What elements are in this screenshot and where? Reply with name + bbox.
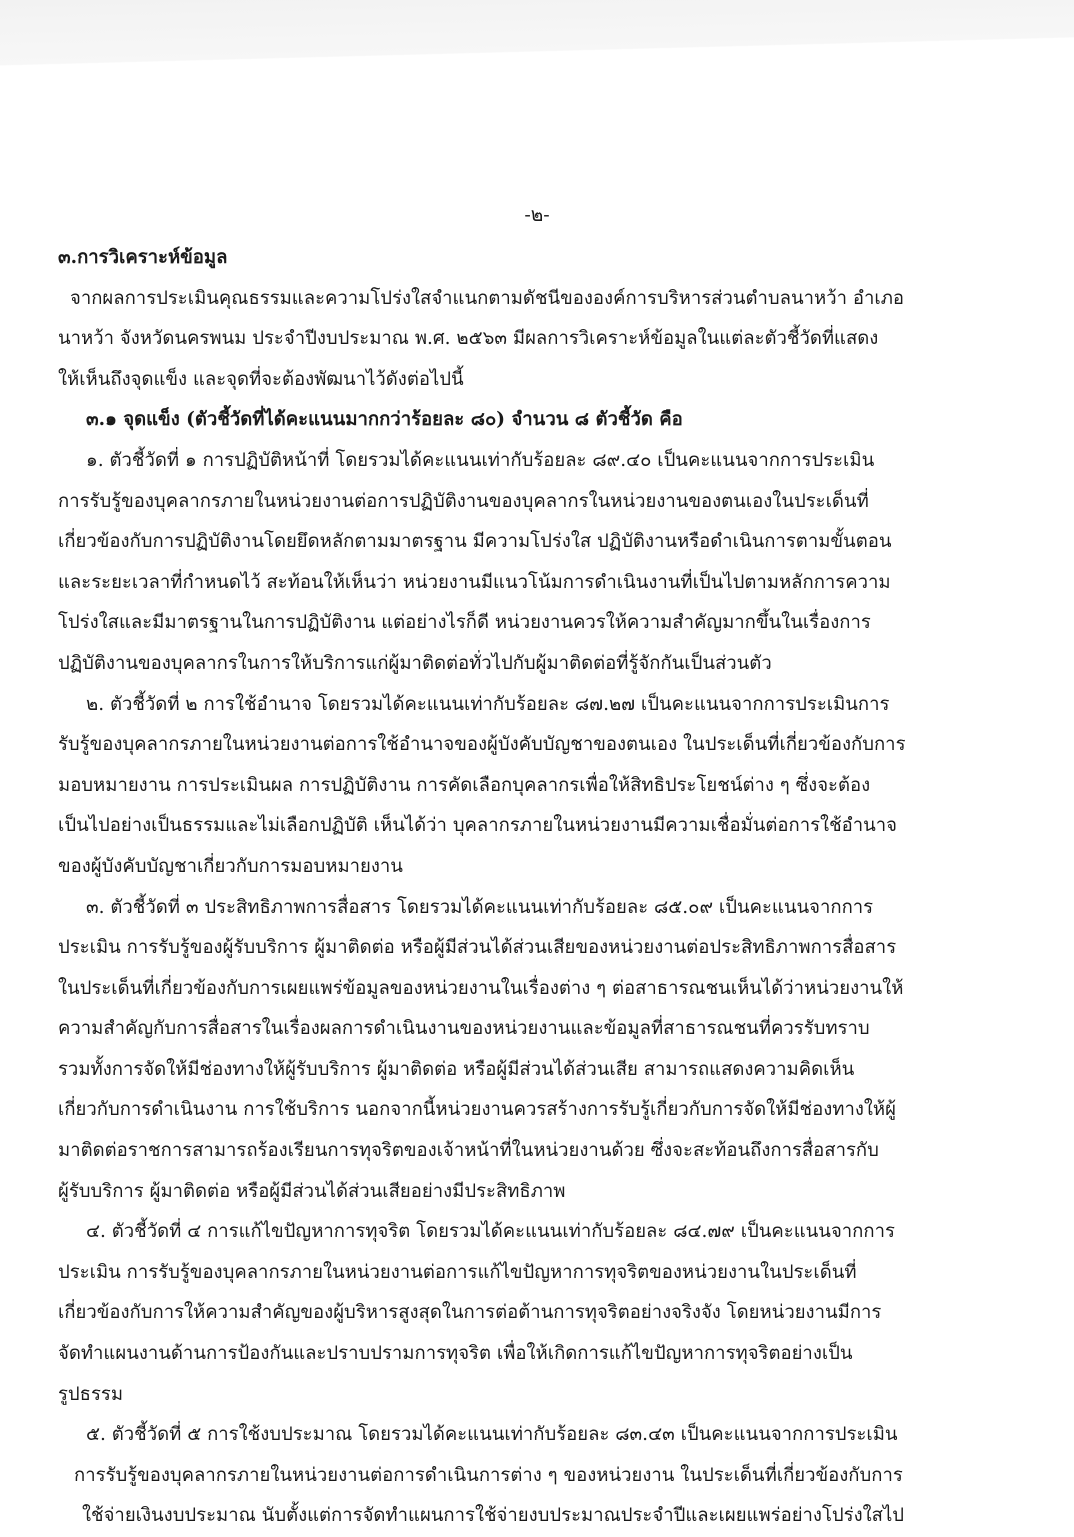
document-body [58, 238, 910, 1537]
text-line: ให้เห็นถึงจุดแข็ง และจุดที่จะต้องพัฒนาไว้ดังต่อไปนี้ [58, 368, 464, 390]
paragraph-lines [58, 279, 910, 1537]
text-line: รับรู้ของบุคลากรภายในหน่วยงานต่อการใช้อำนาจของผู้บังคับบัญชาของตนเอง ในประเด็นที่เกี่ยวข้องกับการ [58, 734, 906, 756]
text-line: ๓. ตัวชี้วัดที่ ๓ ประสิทธิภาพการสื่อสาร โดยรวมได้คะแนนเท่ากับร้อยละ ๘๕.๐๙ เป็นคะแนนจากการ [86, 896, 874, 918]
text-line: นาหว้า จังหวัดนครพนม ประจำปีงบประมาณ พ.ศ. ๒๕๖๓ มีผลการวิเคราะห์ข้อมูลในแต่ละตัวชี้วัดที่แสดง [58, 328, 879, 350]
text-line: รวมทั้งการจัดให้มีช่องทางให้ผู้รับบริการ ผู้มาติดต่อ หรือผู้มีส่วนได้ส่วนเสีย สามารถแสดงความคิดเห็น [58, 1058, 855, 1080]
text-line: เกี่ยวข้องกับการให้ความสำคัญของผู้บริหารสูงสุดในการต่อต้านการทุจริตอย่างจริงจัง โดยหน่วยงานมีการ [58, 1302, 882, 1324]
text-line: จากผลการประเมินคุณธรรมและความโปร่งใสจำแนกตามดัชนีขององค์การบริหารส่วนตำบลนาหว้า อำเภอ [70, 287, 904, 309]
text-line: การรับรู้ของบุคลากรภายในหน่วยงานต่อการดำเนินการต่าง ๆ ของหน่วยงาน ในประเด็นที่เกี่ยวข้องกับการ [74, 1464, 903, 1486]
text-line: ปฏิบัติงานของบุคลากรในการให้บริการแก่ผู้มาติดต่อทั่วไปกับผู้มาติดต่อที่รู้จักกันเป็นส่วนตัว [58, 652, 772, 674]
text-line: การรับรู้ของบุคลากรภายในหน่วยงานต่อการปฏิบัติงานของบุคลากรในหน่วยงานของตนเองในประเด็นที่ [58, 490, 869, 512]
text-line: เป็นไปอย่างเป็นธรรมและไม่เลือกปฏิบัติ เห็นได้ว่า บุคลากรภายในหน่วยงานมีความเชื่อมั่นต่อการใช้อำนาจ [58, 815, 898, 837]
page-number: -๒- [524, 204, 550, 226]
text-line: ประเมิน การรับรู้ของบุคลากรภายในหน่วยงานต่อการแก้ไขปัญหาการทุจริตของหน่วยงานในประเด็นที่ [58, 1261, 857, 1283]
text-line: ใช้จ่ายเงินงบประมาณ นับตั้งแต่การจัดทำแผนการใช้จ่ายงบประมาณประจำปีและเผยแพร่อย่างโปร่งใสไป [82, 1505, 904, 1527]
text-line: ความสำคัญกับการสื่อสารในเรื่องผลการดำเนินงานของหน่วยงานและข้อมูลที่สาธารณชนที่ควรรับทราบ [58, 1018, 870, 1040]
text-line: โปร่งใสและมีมาตรฐานในการปฏิบัติงาน แต่อย่างไรก็ดี หน่วยงานควรให้ความสำคัญมากขึ้นในเรื่องการ [58, 612, 871, 634]
text-line: ในประเด็นที่เกี่ยวข้องกับการเผยแพร่ข้อมูลของหน่วยงานในเรื่องต่าง ๆ ต่อสาธารณชนเห็นได้ว่าหน่วยงานให้ [58, 977, 904, 999]
text-line: ของผู้บังคับบัญชาเกี่ยวกับการมอบหมายงาน [58, 855, 403, 877]
text-line: ๔. ตัวชี้วัดที่ ๔ การแก้ไขปัญหาการทุจริต โดยรวมได้คะแนนเท่ากับร้อยละ ๘๔.๗๙ เป็นคะแนนจากการ [86, 1221, 895, 1243]
text-line: ๒. ตัวชี้วัดที่ ๒ การใช้อำนาจ โดยรวมได้คะแนนเท่ากับร้อยละ ๘๗.๒๗ เป็นคะแนนจากการประเมินการ [86, 693, 890, 715]
text-line: และระยะเวลาที่กำหนดไว้ สะท้อนให้เห็นว่า หน่วยงานมีแนวโน้มการดำเนินงานที่เป็นไปตามหลักการความ [58, 571, 891, 593]
text-line: ผู้รับบริการ ผู้มาติดต่อ หรือผู้มีส่วนได้ส่วนเสียอย่างมีประสิทธิภาพ [58, 1180, 566, 1202]
text-line: ๓.๑ จุดแข็ง (ตัวชี้วัดที่ได้คะแนนมากกว่าร้อยละ ๘๐) จำนวน ๘ ตัวชี้วัด คือ [86, 409, 683, 431]
text-line: เกี่ยวข้องกับการปฏิบัติงานโดยยึดหลักตามมาตรฐาน มีความโปร่งใส ปฏิบัติงานหรือดำเนินการตามขั้นตอน [58, 531, 892, 553]
section-title: ๓.การวิเคราะห์ข้อมูล [58, 247, 228, 268]
text-line: เกี่ยวกับการดำเนินงาน การใช้บริการ นอกจากนี้หน่วยงานควรสร้างการรับรู้เกี่ยวกับการจัดให้มีช่องทางให้ผู้ [58, 1099, 896, 1121]
text-line: ประเมิน การรับรู้ของผู้รับบริการ ผู้มาติดต่อ หรือผู้มีส่วนได้ส่วนเสียของหน่วยงานต่อประสิทธิภาพการสื่อสาร [58, 937, 897, 959]
text-line: มอบหมายงาน การประเมินผล การปฏิบัติงาน การคัดเลือกบุคลากรเพื่อให้สิทธิประโยชน์ต่าง ๆ ซึ่งจะต้อง [58, 774, 871, 796]
text-line: รูปธรรม [58, 1383, 124, 1405]
text-line: มาติดต่อราชการสามารถร้องเรียนการทุจริตของเจ้าหน้าที่ในหน่วยงานด้วย ซึ่งจะสะท้อนถึงการสื่อสารกับ [58, 1140, 879, 1162]
text-line: ๑. ตัวชี้วัดที่ ๑ การปฏิบัติหน้าที่ โดยรวมได้คะแนนเท่ากับร้อยละ ๘๙.๔๐ เป็นคะแนนจากการประเมิน [86, 449, 875, 471]
text-line: ๕. ตัวชี้วัดที่ ๕ การใช้งบประมาณ โดยรวมได้คะแนนเท่ากับร้อยละ ๘๓.๔๓ เป็นคะแนนจากการประเมิน [86, 1424, 898, 1446]
text-line: จัดทำแผนงานด้านการป้องกันและปราบปรามการทุจริต เพื่อให้เกิดการแก้ไขปัญหาการทุจริตอย่างเป็น [58, 1343, 853, 1365]
